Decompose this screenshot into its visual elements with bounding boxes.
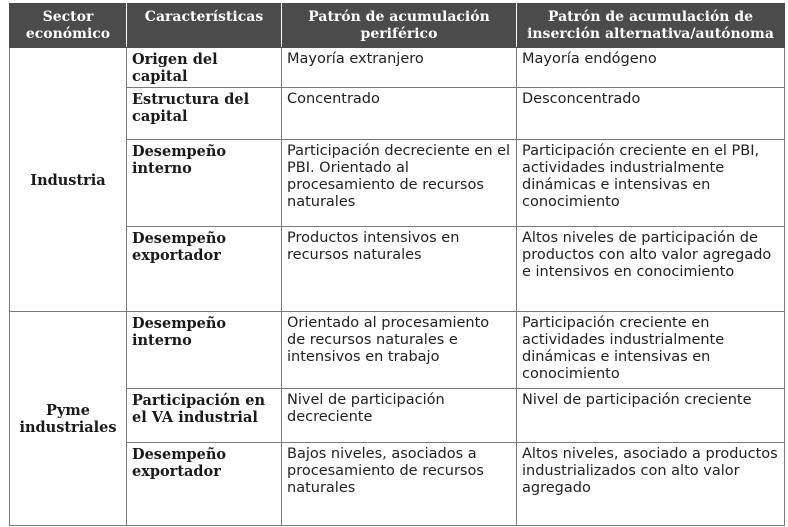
table-body bbox=[10, 48, 785, 526]
alternative-cell: Participación creciente en el PBI, actividades industrialmente dinámicas e intensivas en conocimiento bbox=[517, 140, 785, 227]
table-row bbox=[10, 88, 785, 140]
header-row bbox=[10, 4, 785, 48]
alternative-cell: Mayoría endógeno bbox=[517, 48, 785, 88]
alternative-cell: Altos niveles, asociado a productos industrializados con alto valor agregado bbox=[517, 443, 785, 526]
peripheral-cell: Orientado al procesamiento de recursos naturales e intensivos en trabajo bbox=[282, 312, 517, 389]
table-row bbox=[10, 140, 785, 227]
peripheral-cell: Mayoría extranjero bbox=[282, 48, 517, 88]
feature-cell: Desempeño exportador bbox=[127, 443, 282, 526]
feature-cell: Desempeño exportador bbox=[127, 227, 282, 312]
alternative-cell: Participación creciente en actividades industrialmente dinámicas e intensivas en conocimiento bbox=[517, 312, 785, 389]
table-row bbox=[10, 443, 785, 526]
feature-cell: Origen del capital bbox=[127, 48, 282, 88]
feature-cell: Participación en el VA industrial bbox=[127, 389, 282, 443]
header-alternative-pattern: Patrón de acumulación de inserción alternativa/autónoma bbox=[517, 4, 785, 48]
header-sector: Sector económico bbox=[10, 4, 127, 48]
comparison-table-container bbox=[9, 3, 784, 521]
peripheral-cell: Nivel de participación decreciente bbox=[282, 389, 517, 443]
alternative-cell: Altos niveles de participación de productos con alto valor agregado e intensivos en conocimiento bbox=[517, 227, 785, 312]
alternative-cell: Nivel de participación creciente bbox=[517, 389, 785, 443]
table-row bbox=[10, 48, 785, 88]
peripheral-cell: Bajos niveles, asociados a procesamiento de recursos naturales bbox=[282, 443, 517, 526]
peripheral-cell: Participación decreciente en el PBI. Orientado al procesamiento de recursos naturales bbox=[282, 140, 517, 227]
feature-cell: Estructura del capital bbox=[127, 88, 282, 140]
feature-cell: Desempeño interno bbox=[127, 140, 282, 227]
sector-cell-pyme-industriales: Pyme industriales bbox=[10, 312, 127, 526]
comparison-table bbox=[9, 3, 785, 526]
feature-cell: Desempeño interno bbox=[127, 312, 282, 389]
peripheral-cell: Productos intensivos en recursos naturales bbox=[282, 227, 517, 312]
table-row bbox=[10, 389, 785, 443]
header-peripheral-pattern: Patrón de acumulación periférico bbox=[282, 4, 517, 48]
alternative-cell: Desconcentrado bbox=[517, 88, 785, 140]
header-characteristics: Características bbox=[127, 4, 282, 48]
table-row bbox=[10, 227, 785, 312]
table-row bbox=[10, 312, 785, 389]
peripheral-cell: Concentrado bbox=[282, 88, 517, 140]
table-header bbox=[10, 4, 785, 48]
sector-cell-industria: Industria bbox=[10, 48, 127, 312]
